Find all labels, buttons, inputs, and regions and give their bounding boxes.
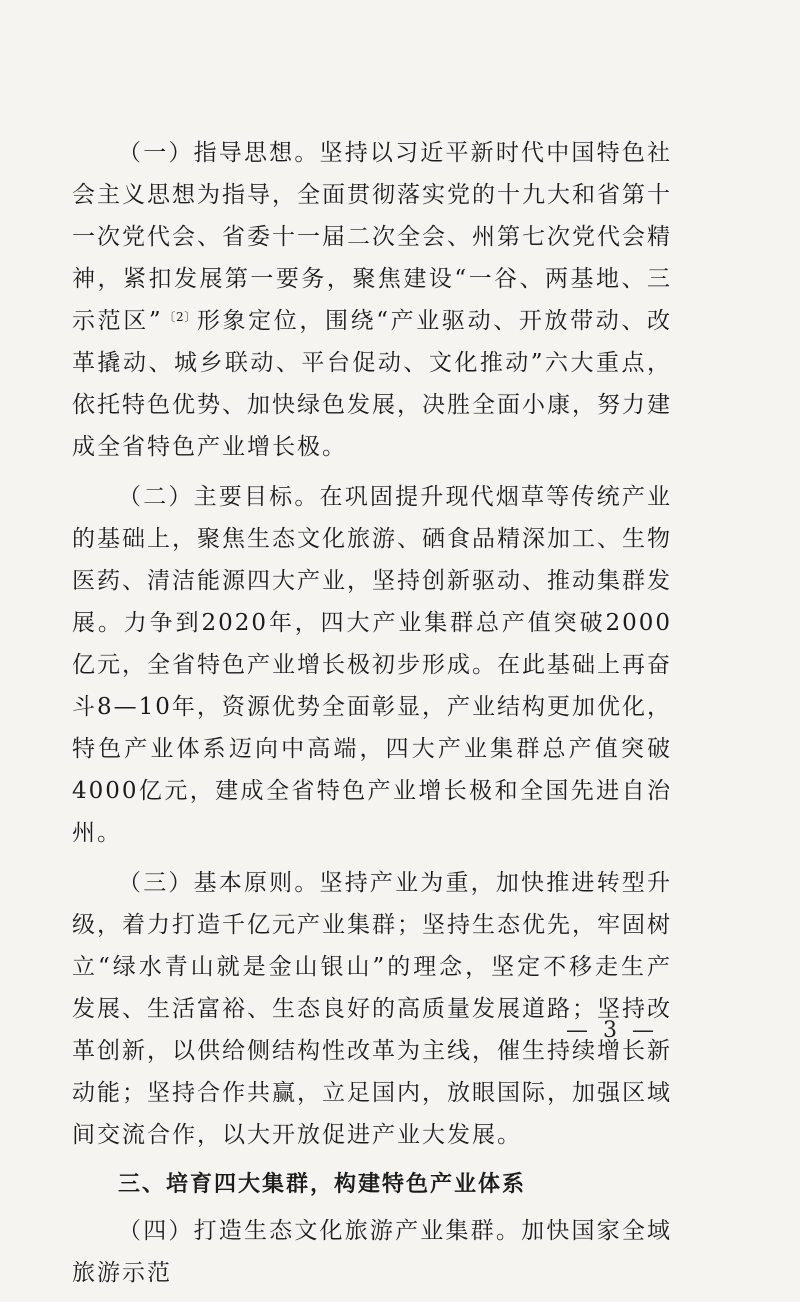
paragraph-label: （四）打造生态文化旅游产业集群。 bbox=[118, 1218, 522, 1244]
paragraph-basic-principles bbox=[72, 862, 672, 1156]
paragraph-label: （一）指导思想。 bbox=[118, 140, 320, 166]
paragraph-label: （二）主要目标。 bbox=[118, 484, 320, 510]
document-body bbox=[72, 132, 672, 1302]
paragraph-main-goals bbox=[72, 476, 672, 854]
paragraph-text: 加快国家全域旅游示范 bbox=[72, 1218, 673, 1286]
paragraph-guiding-ideology bbox=[72, 132, 672, 468]
paragraph-text-continued: 形象定位，围绕“产业驱动、开放带动、改革撬动、城乡联动、平台促动、文化推动”六大重点，依托特色优势、加快绿色发展，决胜全面小康，努力建成全省特色产业增长极。 bbox=[72, 308, 672, 460]
paragraph-tourism-cluster bbox=[72, 1210, 672, 1294]
paragraph-label: （三）基本原则。 bbox=[118, 870, 320, 896]
paragraph-text: 坚持以习近平新时代中国特色社会主义思想为指导，全面贯彻落实党的十九大和省第十一次党代会、省委十一届二次全会、州第七次党代会精神，紧扣发展第一要务，聚焦建设“一谷、两基地、三示范区” bbox=[72, 140, 673, 334]
page-number: — 3 — bbox=[566, 1018, 658, 1043]
section-heading: 三、培育四大集群，构建特色产业体系 bbox=[118, 1172, 527, 1197]
paragraph-text: 在巩固提升现代烟草等传统产业的基础上，聚焦生态文化旅游、硒食品精深加工、生物医药、清洁能源四大产业，坚持创新驱动、推动集群发展。力争到2020年，四大产业集群总产值突破2000亿元，全省特色产业增长极初步形成。在此基础上再奋斗8—10年，资源优势全面彰显，产业结构更加优化，特色产业体系迈向中高端，四大产业集群总产值突破4000亿元，建成全省特色产业增长极和全国先进自治州。 bbox=[72, 484, 673, 846]
footnote-marker: 〔2〕 bbox=[162, 310, 197, 324]
paragraph-text: 坚持产业为重，加快推进转型升级，着力打造千亿元产业集群；坚持生态优先，牢固树立“绿水青山就是金山银山”的理念，坚定不移走生产发展、生活富裕、生态良好的高质量发展道路；坚持改革创新，以供给侧结构性改革为主线，催生持续增长新动能；坚持合作共赢，立足国内，放眼国际，加强区域间交流合作，以大开放促进产业大发展。 bbox=[72, 870, 673, 1148]
